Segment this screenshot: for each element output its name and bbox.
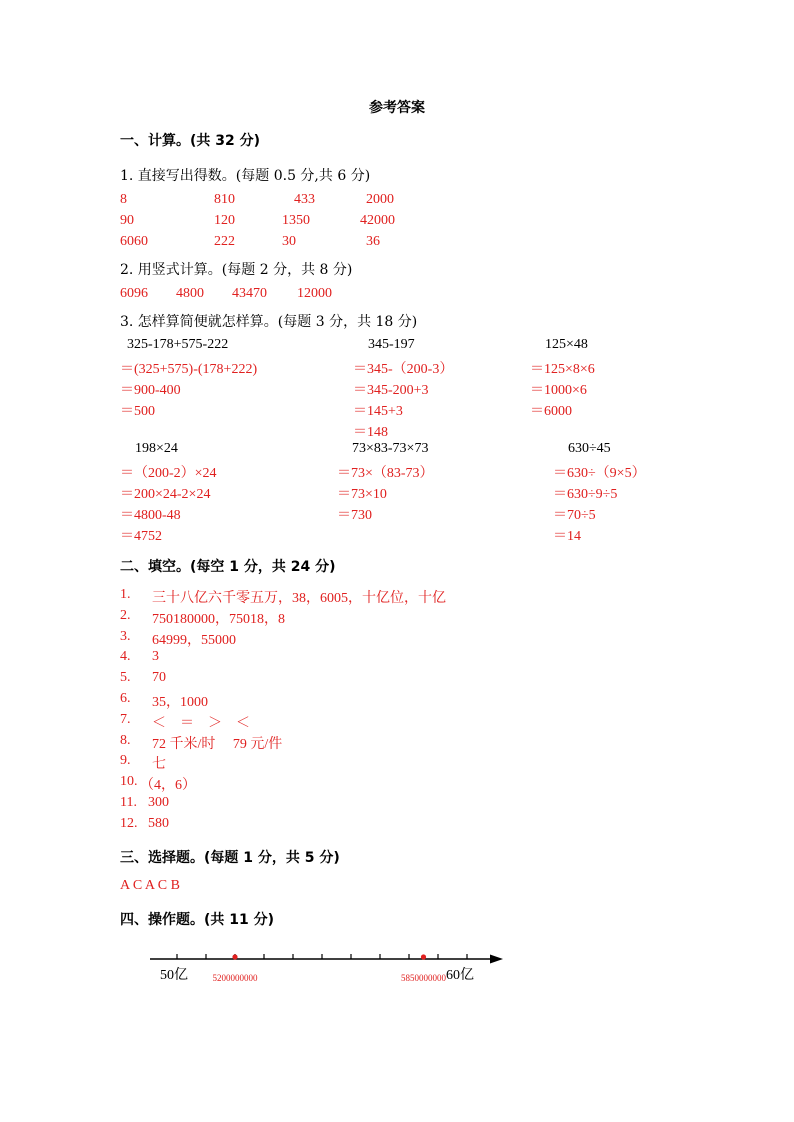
fill-blank-answer: 70 (152, 670, 166, 685)
q3-step: ＝630÷（9×5） (553, 466, 646, 481)
fill-blank-answer: 64999，55000 (152, 633, 236, 648)
q3-step: ＝4800-48 (120, 508, 181, 523)
fill-blank-answer: 750180000，75018，8 (152, 612, 285, 627)
section3-heading: 三、选择题。(每题 1 分，共 5 分) (120, 850, 340, 866)
fill-blank-number: 3. (120, 629, 131, 644)
fill-blank-number: 8. (120, 733, 131, 748)
fill-blank-number: 1. (120, 587, 131, 602)
q3-expression: 325-178+575-222 (127, 337, 229, 352)
q2-answer: 43470 (232, 286, 267, 301)
fill-blank-answer: 35，1000 (152, 695, 208, 710)
q3-step: ＝200×24-2×24 (120, 487, 211, 502)
q1-answer-cell: 6060 (120, 234, 148, 249)
q3-step: ＝630÷9÷5 (553, 487, 618, 502)
fill-blank-answer: 300 (148, 795, 169, 810)
fill-blank-number: 2. (120, 608, 131, 623)
q1-answer-cell: 30 (282, 234, 296, 249)
q3-step: ＝70÷5 (553, 508, 596, 523)
q1-answer-cell: 222 (214, 234, 235, 249)
fill-blank-answer: ＜ ＝ ＞ ＜ (152, 716, 250, 731)
q2-answer: 12000 (297, 286, 332, 301)
fill-blank-answer: 三十八亿六千零五万，38，6005，十亿位，十亿 (152, 591, 446, 606)
q3-step: ＝（200-2）×24 (120, 466, 217, 481)
section4-heading: 四、操作题。(共 11 分) (120, 912, 275, 928)
fill-blank-number: 9. (120, 753, 131, 768)
fill-blank-number: 5. (120, 670, 131, 685)
q1-answer-cell: 90 (120, 213, 134, 228)
q1-answer-cell: 36 (366, 234, 380, 249)
fill-blank-number: 12. (120, 816, 138, 831)
q3-expression: 345-197 (368, 337, 415, 352)
fill-blank-number: 4. (120, 649, 131, 664)
q3-step: ＝500 (120, 404, 155, 419)
fill-blank-answer: （4，6） (140, 778, 196, 793)
q3-step: ＝730 (337, 508, 372, 523)
q2-answer: 6096 (120, 286, 148, 301)
q3-step: ＝900-400 (120, 383, 181, 398)
number-line-end-label: 60亿 (446, 968, 474, 983)
fill-blank-answer: 3 (152, 649, 159, 664)
page-title: 参考答案 (369, 100, 425, 116)
q3-expression: 198×24 (135, 441, 178, 456)
q3-step: ＝345-200+3 (353, 383, 429, 398)
fill-blank-answer: 七 (152, 757, 166, 772)
q3-step: ＝1000×6 (530, 383, 587, 398)
section2-heading: 二、填空。(每空 1 分，共 24 分) (120, 559, 336, 575)
q3-step: ＝14 (553, 529, 581, 544)
q2-answer: 4800 (176, 286, 204, 301)
q3-step: ＝125×8×6 (530, 362, 595, 377)
number-line-point-label: 5200000000 (212, 973, 258, 983)
q3-step: ＝(325+575)-(178+222) (120, 362, 258, 377)
q1-answer-cell: 433 (294, 192, 315, 207)
fill-blank-answer: 72 千米/时 79 元/件 (152, 737, 283, 752)
fill-blank-answer: 580 (148, 816, 169, 831)
number-line-point (232, 954, 237, 959)
q3-step: ＝148 (353, 425, 388, 440)
q3-step: ＝345-（200-3） (353, 362, 454, 377)
q3-label: 3. 怎样算简便就怎样算。(每题 3 分，共 18 分) (120, 314, 418, 330)
number-line-arrow (490, 955, 503, 964)
q1-answer-cell: 8 (120, 192, 127, 207)
q3-step: ＝73×（83-73） (337, 466, 434, 481)
fill-blank-number: 11. (120, 795, 137, 810)
fill-blank-number: 6. (120, 691, 131, 706)
number-line-point (421, 954, 426, 959)
q3-expression: 630÷45 (568, 441, 611, 456)
q3-step: ＝73×10 (337, 487, 387, 502)
q3-expression: 73×83-73×73 (352, 441, 429, 456)
number-line-start-label: 50亿 (160, 968, 188, 983)
fill-blank-number: 10. (120, 774, 138, 789)
q1-answer-cell: 120 (214, 213, 235, 228)
q1-answer-cell: 1350 (282, 213, 310, 228)
q3-step: ＝4752 (120, 529, 162, 544)
q3-expression: 125×48 (545, 337, 588, 352)
q1-answer-cell: 810 (214, 192, 235, 207)
q2-label: 2. 用竖式计算。(每题 2 分，共 8 分) (120, 262, 353, 278)
q1-answer-cell: 42000 (360, 213, 395, 228)
q3-step: ＝6000 (530, 404, 572, 419)
number-line-point-label: 5850000000 (401, 973, 446, 983)
q3-step: ＝145+3 (353, 404, 403, 419)
q1-answer-cell: 2000 (366, 192, 394, 207)
fill-blank-number: 7. (120, 712, 131, 727)
q1-label: 1. 直接写出得数。(每题 0.5 分,共 6 分) (120, 168, 371, 184)
choice-answers: A C A C B (120, 878, 180, 893)
section1-heading: 一、计算。(共 32 分) (120, 133, 261, 149)
number-line (0, 940, 794, 1000)
